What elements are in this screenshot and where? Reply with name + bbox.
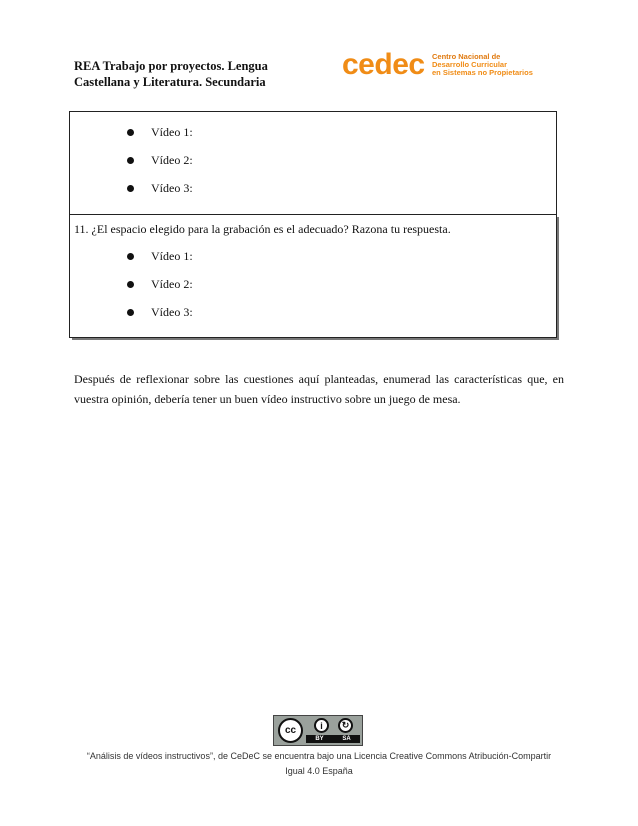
- question-11: 11. ¿El espacio elegido para la grabación es el adecuado? Razona tu respuesta.: [74, 222, 451, 236]
- bullet-icon: [127, 253, 134, 260]
- cedec-logo-subtitle: [432, 53, 533, 77]
- header-title-line-1: REA Trabajo por proyectos. Lengua: [74, 59, 268, 73]
- list-item: [127, 125, 193, 140]
- list-item: [127, 249, 193, 264]
- cc-sa-label: SA: [342, 736, 351, 742]
- attribution-icon: i: [314, 718, 329, 733]
- document-header-title: [74, 58, 304, 90]
- cedec-logo-word: cedec: [342, 48, 425, 81]
- cc-by-label: BY: [315, 736, 324, 742]
- creative-commons-badge: [273, 715, 363, 746]
- list-item: [127, 305, 193, 320]
- logo-sub-line-2: Desarrollo Curricular: [432, 60, 508, 69]
- list-item-label: Vídeo 1:: [151, 125, 193, 139]
- list-item-label: Vídeo 1:: [151, 249, 193, 263]
- cc-icon: cc: [278, 718, 303, 743]
- table-row-question-11: [69, 214, 557, 338]
- header-title-line-2: Castellana y Literatura. Secundaria: [74, 75, 266, 89]
- body-paragraph: Después de reflexionar sobre las cuestiones aquí planteadas, enumerad las características que, en vuestra opinión, debería tener un buen vídeo instructivo sobre un juego de mesa.: [74, 372, 564, 406]
- bullet-icon: [127, 129, 134, 136]
- license-footer: [74, 749, 564, 779]
- bullet-icon: [127, 309, 134, 316]
- table-shadow-bottom: [72, 338, 559, 340]
- license-footer-line-1: “Análisis de vídeos instructivos”, de CeDeC se encuentra bajo una Licencia Creative Commons Atribución-Compartir: [86, 751, 552, 761]
- list-item-label: Vídeo 2:: [151, 153, 193, 167]
- list-item-label: Vídeo 3:: [151, 181, 193, 195]
- table-row-videos: [69, 111, 557, 215]
- share-alike-icon: ↻: [338, 718, 353, 733]
- logo-sub-line-1: Centro Nacional de: [432, 52, 501, 61]
- cc-license-strip: [306, 735, 360, 743]
- list-item: [127, 277, 193, 292]
- cedec-logo: [342, 48, 542, 82]
- list-item-label: Vídeo 2:: [151, 277, 193, 291]
- list-item-label: Vídeo 3:: [151, 305, 193, 319]
- bullet-icon: [127, 185, 134, 192]
- logo-sub-line-3: en Sistemas no Propietarios: [432, 68, 533, 77]
- bullet-icon: [127, 157, 134, 164]
- list-item: [127, 153, 193, 168]
- list-item: [127, 181, 193, 196]
- table-shadow-right: [557, 217, 559, 340]
- bullet-icon: [127, 281, 134, 288]
- license-footer-line-2: Igual 4.0 España: [285, 766, 353, 776]
